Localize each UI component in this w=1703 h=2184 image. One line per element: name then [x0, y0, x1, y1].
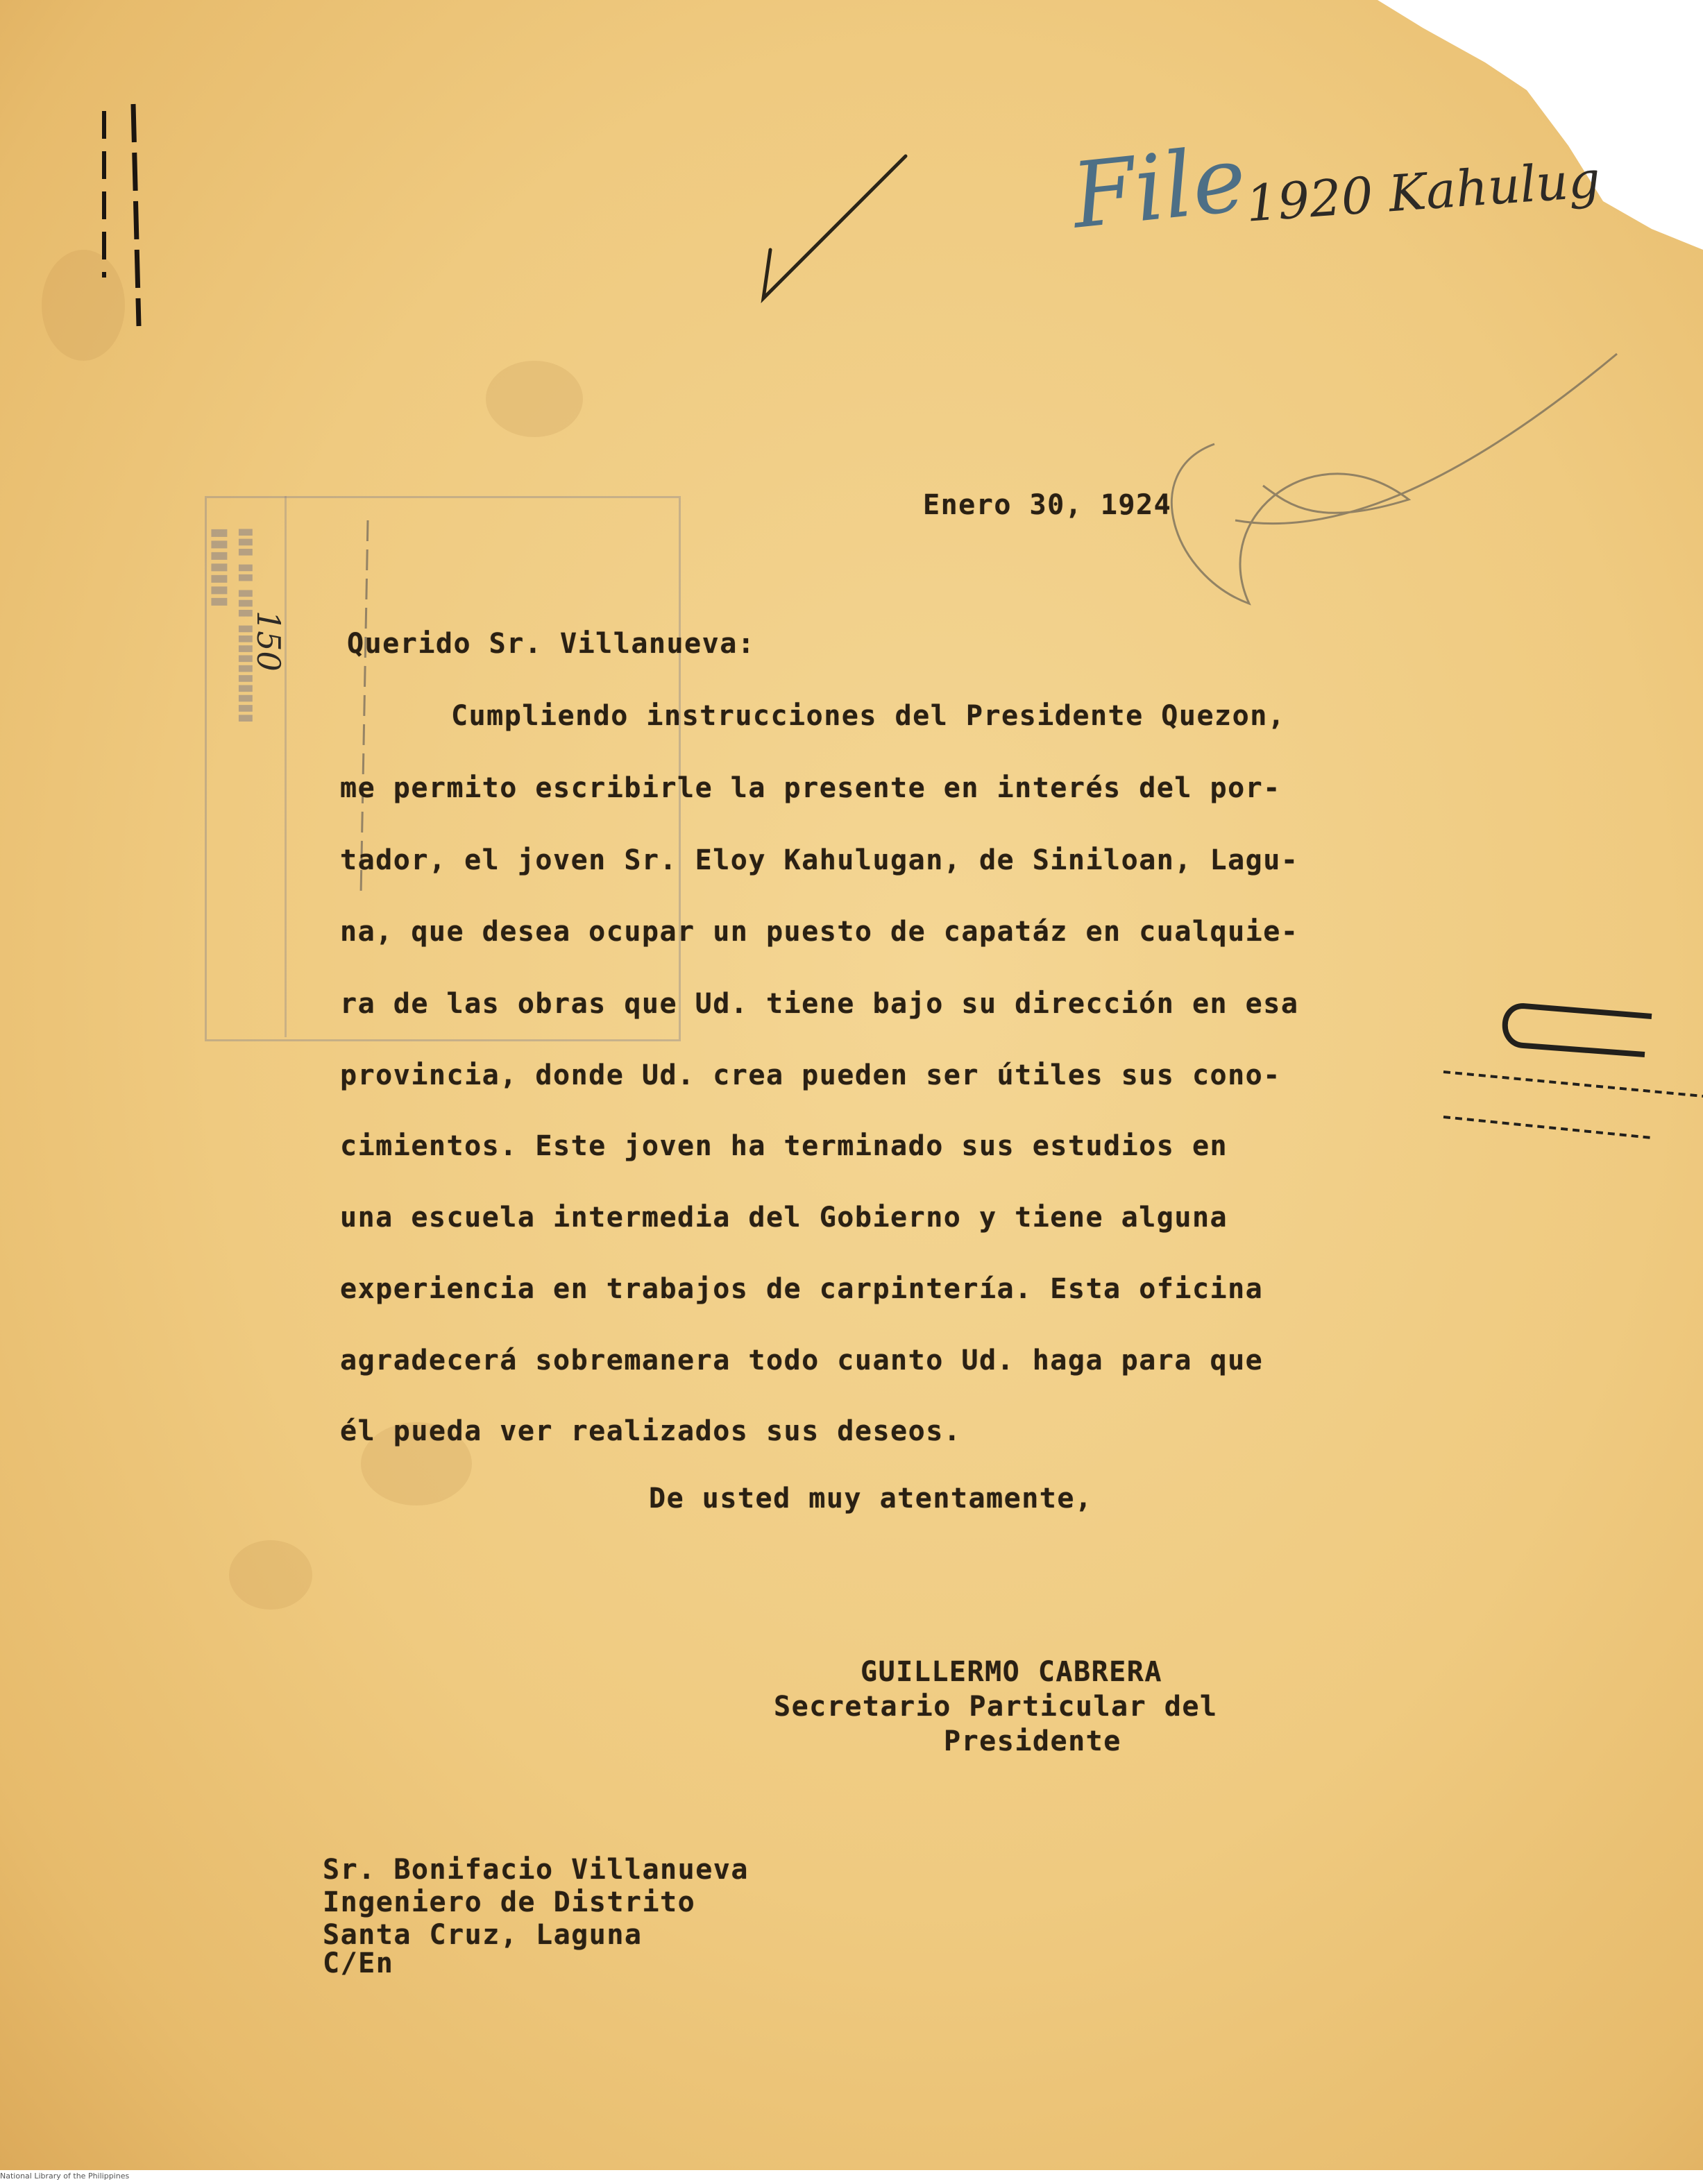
body-line: provincia, donde Ud. crea pueden ser útiles sus cono- [340, 1059, 1281, 1091]
body-line: Cumpliendo instrucciones del Presidente Quezon, [451, 700, 1286, 732]
margin-scribble [361, 520, 368, 895]
body-line: experiencia en trabajos de carpintería. Esta oficina [340, 1273, 1264, 1305]
binding-mark [133, 104, 139, 326]
paperclip-shadow [1443, 1117, 1652, 1138]
body-line: una escuela intermedia del Gobierno y tiene alguna [340, 1202, 1228, 1234]
body-line: cimientos. Este joven ha terminado sus estudios en [340, 1130, 1228, 1162]
letter-closing: De usted muy atentamente, [649, 1483, 1093, 1515]
file-reference-note: 1920 Kahulug [1244, 150, 1602, 233]
recipient-location: Santa Cruz, Laguna [323, 1919, 643, 1951]
letter-salutation: Querido Sr. Villanueva: [347, 628, 756, 660]
scan-credit: National Library of the Philippines [0, 2172, 130, 2181]
received-stamp-text: ▮▮▮▮▮▮▮ [208, 527, 232, 608]
received-stamp-text: ▮▮▮ ▮▮ ▮▮▮ ▮▮▮▮▮▮▮▮▮▮ [236, 527, 257, 724]
recipient-title: Ingeniero de Distrito [323, 1886, 696, 1918]
body-line: él pueda ver realizados sus deseos. [340, 1415, 962, 1447]
file-note: File [1067, 126, 1251, 249]
paperclip-shadow [1443, 1072, 1703, 1096]
body-line: tador, el joven Sr. Eloy Kahulugan, de Siniloan, Lagu- [340, 844, 1299, 876]
signer-title: Presidente [944, 1725, 1121, 1757]
pencil-stroke [1171, 354, 1617, 604]
paperclip [1505, 1006, 1652, 1055]
body-line: na, que desea ocupar un puesto de capatáz en cualquie- [340, 916, 1299, 948]
signer-name: GUILLERMO CABRERA [861, 1656, 1162, 1688]
scan-footer [0, 2170, 1703, 2184]
letter-date: Enero 30, 1924 [923, 489, 1172, 521]
reference-initials: C/En [323, 1947, 394, 1979]
margin-number: 150 [250, 611, 287, 672]
body-line: ra de las obras que Ud. tiene bajo su dirección en esa [340, 988, 1299, 1020]
body-line: agradecerá sobremanera todo cuanto Ud. haga para que [340, 1345, 1264, 1376]
check-mark [763, 156, 906, 298]
body-line: me permito escribirle la presente en interés del por- [340, 772, 1281, 804]
signer-title: Secretario Particular del [774, 1691, 1218, 1723]
recipient-name: Sr. Bonifacio Villanueva [323, 1854, 749, 1886]
